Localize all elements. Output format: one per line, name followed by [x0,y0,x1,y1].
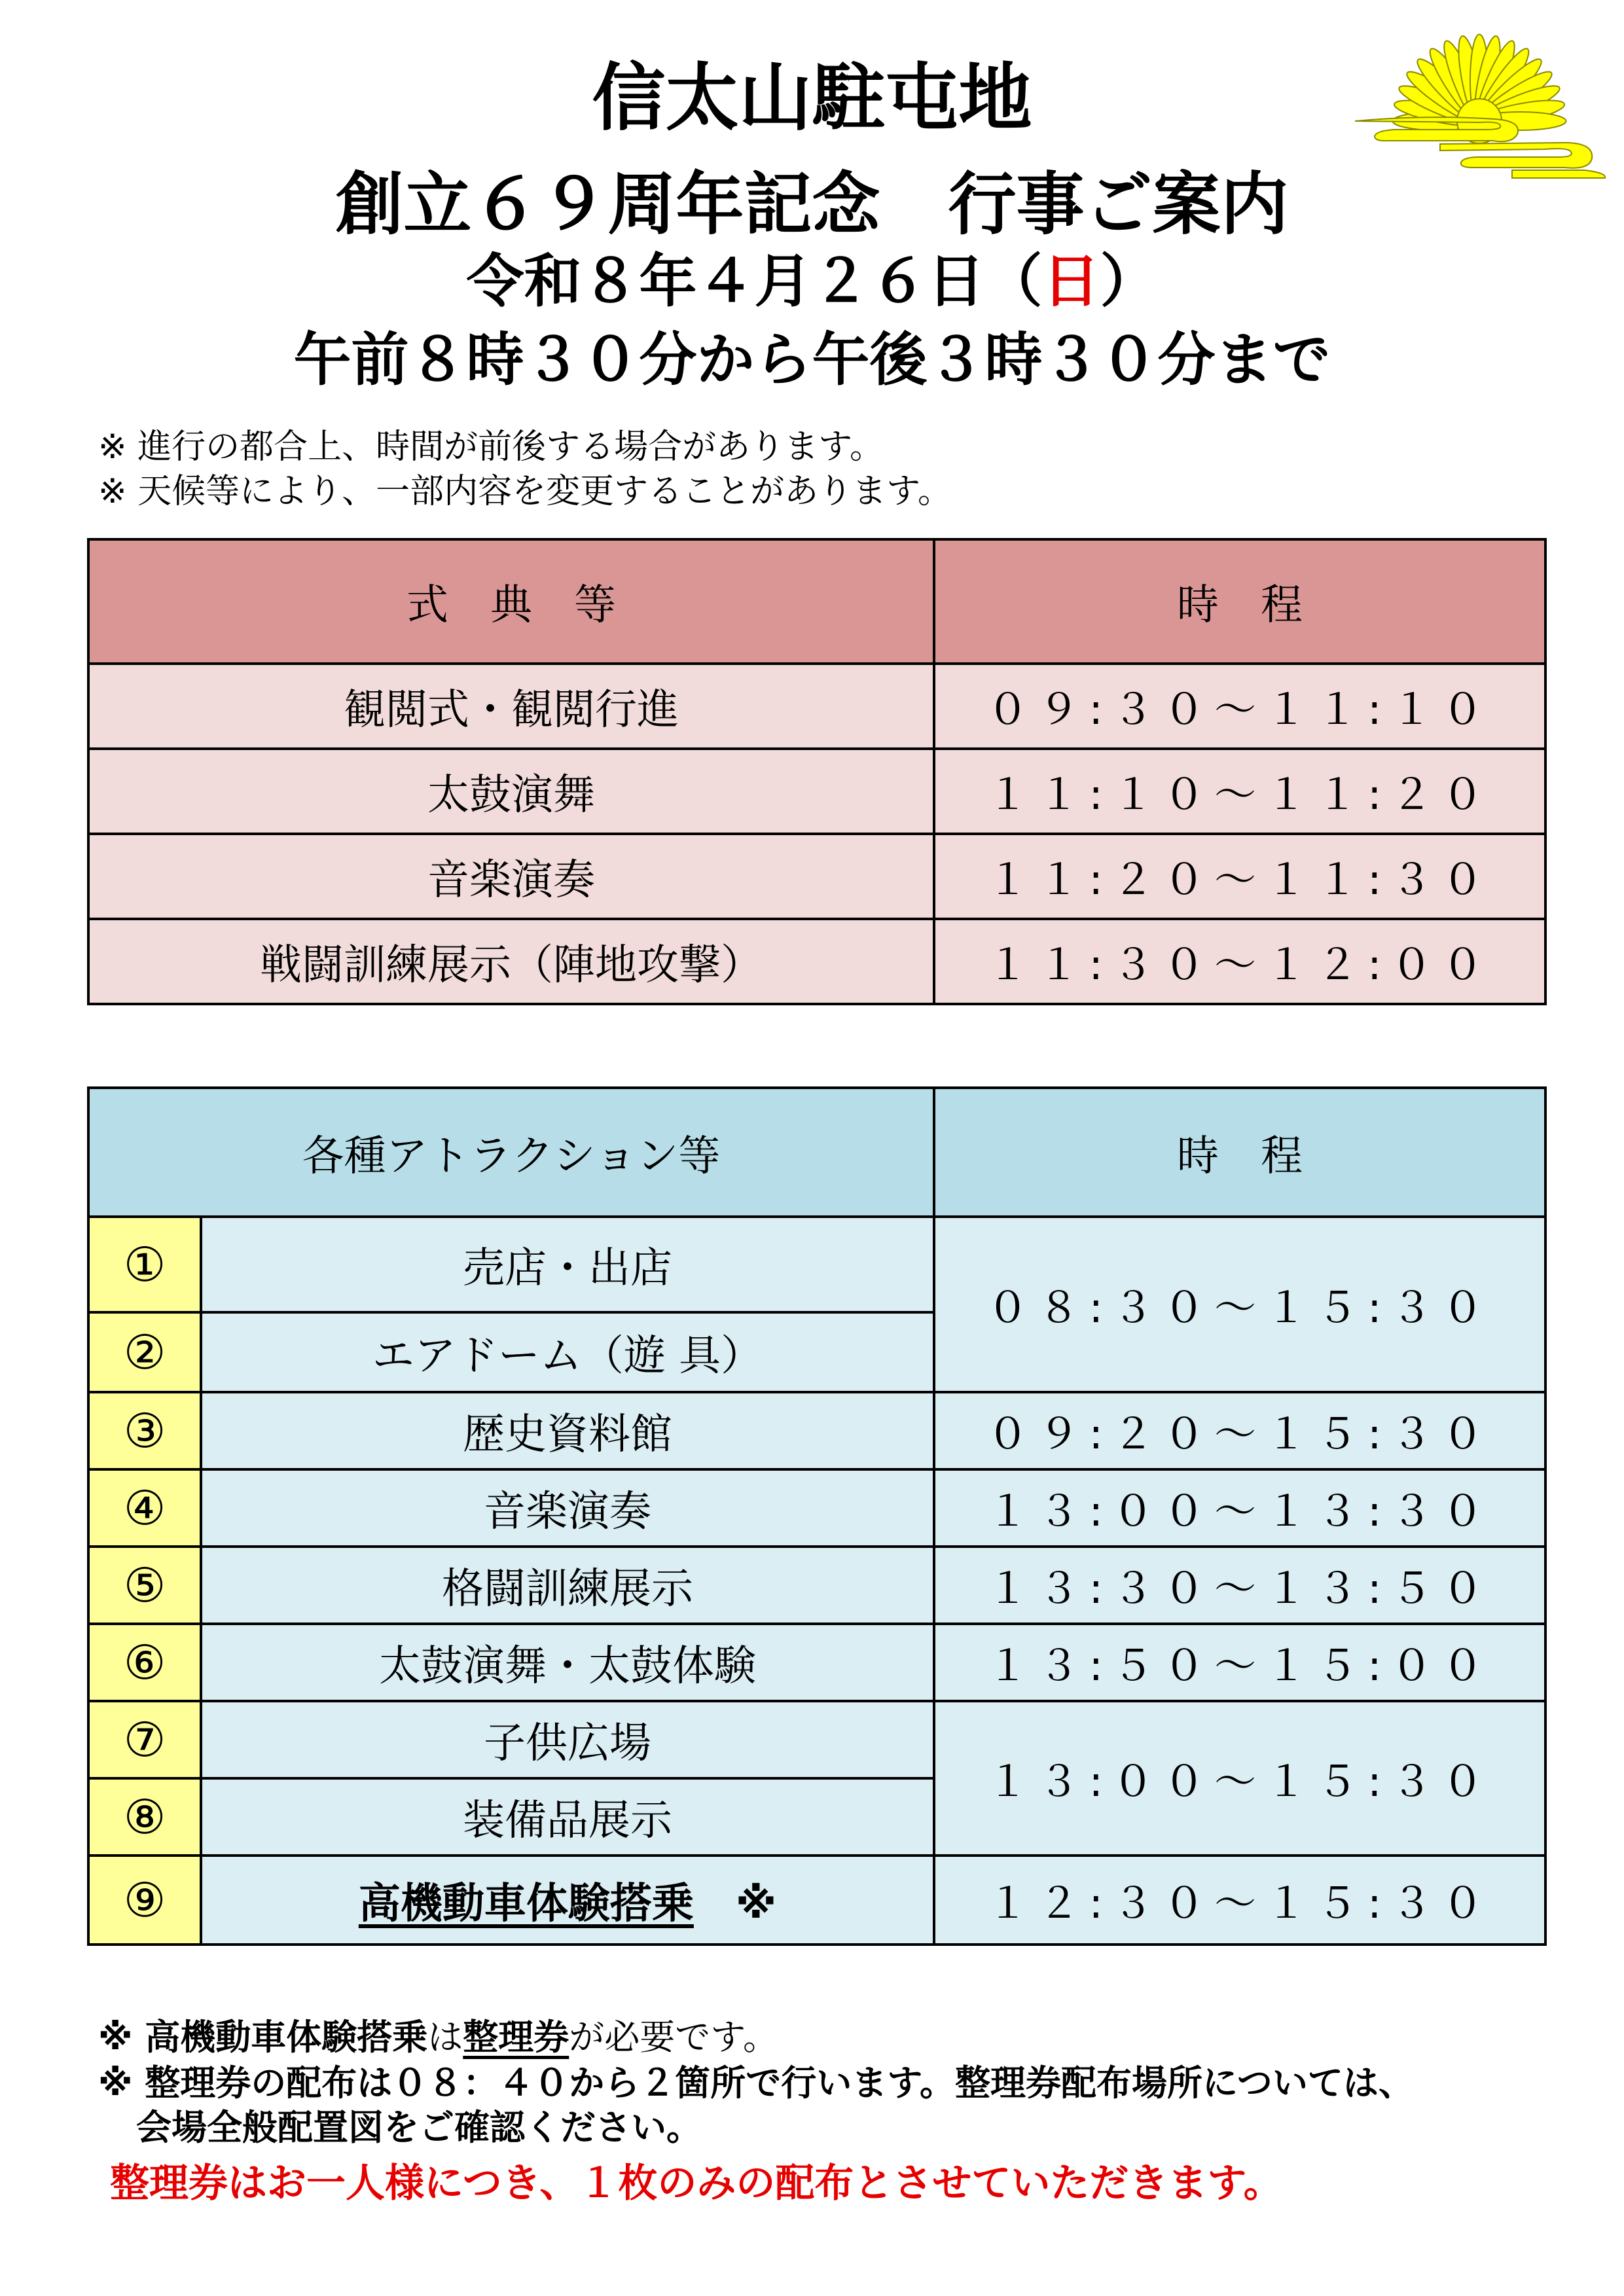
row-number: ⑤ [88,1547,201,1624]
ceremony-event: 観閲式・観閲行進 [88,664,934,749]
table-row [88,1392,1545,1469]
ceremony-header-row [88,539,1545,664]
event-title: 創立６９周年記念 行事ご案内 [335,164,1289,244]
row-number: ⑧ [88,1778,201,1856]
attraction-time: １３:５０～１５:００ [934,1624,1545,1701]
footer-note-ticket-a: ※ 高機動車体験搭乗 [98,2017,428,2058]
attraction-time: ０８:３０～１５:３０ [934,1217,1545,1392]
ceremony-event: 太鼓演舞 [88,749,934,834]
attraction-table [87,1086,1547,1946]
page-title: 信太山駐屯地 [592,56,1032,141]
footer-note-limit: 整理券はお一人様につき、１枚のみの配布とさせていただきます。 [110,2161,1283,2206]
ceremony-header-event: 式 典 等 [88,539,934,664]
table-row [88,664,1545,749]
attraction-header-row [88,1088,1545,1217]
attraction-event: 装備品展示 [201,1778,934,1856]
attraction-note-mark: ※ [735,1880,777,1928]
row-number: ④ [88,1469,201,1547]
footer-note-map: 会場全般配置図をご確認ください。 [136,2107,702,2148]
date-suffix: ） [1100,247,1158,315]
table-row [88,1624,1545,1701]
table-row [88,1701,1545,1778]
note-weather: ※ 天候等により、一部内容を変更することがあります。 [98,472,952,511]
footer-note-ticket [98,2016,778,2059]
event-date [0,242,1624,321]
attraction-event [201,1856,934,1945]
table-row [88,1547,1545,1624]
row-number: ⑦ [88,1701,201,1778]
table-row [88,1856,1545,1945]
footer-note-ticket-b: は [427,2017,463,2058]
ceremony-event: 戦闘訓練展示（陣地攻撃） [88,919,934,1004]
attraction-time: １３:３０～１３:５０ [934,1547,1545,1624]
attraction-event: 音楽演奏 [201,1469,934,1547]
row-number: ⑥ [88,1624,201,1701]
ceremony-time: １１:１０～１１:２０ [934,749,1545,834]
ceremony-event: 音楽演奏 [88,834,934,919]
attraction-time: １２:３０～１５:３０ [934,1856,1545,1945]
ceremony-header-time: 時 程 [934,539,1545,664]
date-day: 日 [1042,247,1100,315]
attraction-event: エアドーム（遊 具） [201,1312,934,1392]
attraction-header-event: 各種アトラクション等 [88,1088,934,1217]
date-prefix: 令和８年４月２６日（ [466,247,1043,315]
attraction-event: 格闘訓練展示 [201,1547,934,1624]
ceremony-time: １１:３０～１２:００ [934,919,1545,1004]
table-row [88,1469,1545,1547]
ceremony-time: １１:２０～１１:３０ [934,834,1545,919]
row-number: ② [88,1312,201,1392]
table-row [88,749,1545,834]
event-hours: 午前８時３０分から午後３時３０分まで [293,326,1331,393]
attraction-time: １３:００～１３:３０ [934,1469,1545,1547]
attraction-time: １３:００～１５:３０ [934,1701,1545,1856]
attraction-event: 太鼓演舞・太鼓体験 [201,1624,934,1701]
ceremony-time: ０９:３０～１１:１０ [934,664,1545,749]
table-row [88,1217,1545,1312]
ceremony-table [87,538,1547,1005]
attraction-time: ０９:２０～１５:３０ [934,1392,1545,1469]
table-row [88,834,1545,919]
footer-note-distribution: ※ 整理券の配布は０８：４０から２箇所で行います。整理券配布場所については、 [98,2062,1414,2104]
footer-note-ticket-d: が必要です。 [569,2017,778,2058]
attraction-event: 歴史資料館 [201,1392,934,1469]
table-row [88,919,1545,1004]
row-number: ⑨ [88,1856,201,1945]
attraction-event: 売店・出店 [201,1217,934,1312]
row-number: ③ [88,1392,201,1469]
attraction-event: 子供広場 [201,1701,934,1778]
note-schedule: ※ 進行の都合上、時間が前後する場合があります。 [98,427,884,467]
attraction-header-time: 時 程 [934,1088,1545,1217]
footer-note-ticket-c: 整理券 [463,2017,569,2058]
attraction-event-label: 高機動車体験搭乗 [358,1880,694,1928]
row-number: ① [88,1217,201,1312]
